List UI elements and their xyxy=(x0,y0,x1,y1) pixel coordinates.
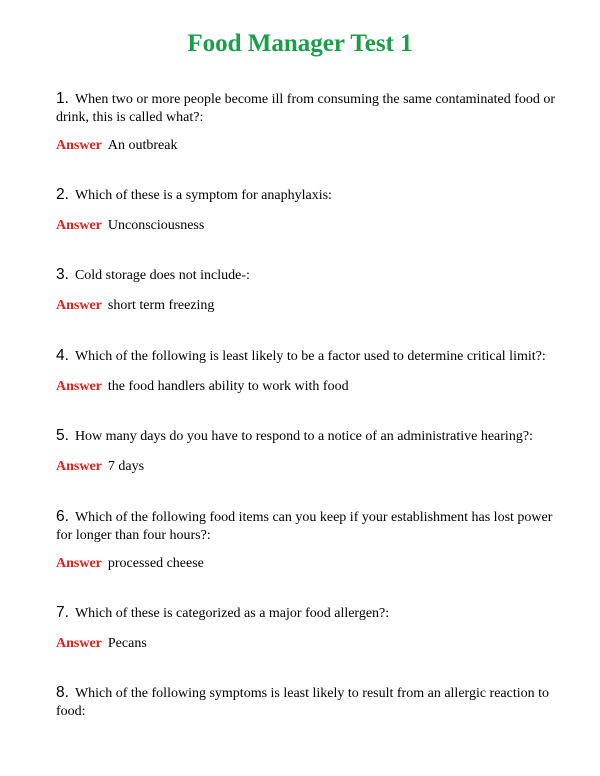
question-number: 2. xyxy=(56,186,69,203)
answer-text: Pecans xyxy=(107,636,147,651)
answer-text: Unconsciousness xyxy=(107,218,205,233)
question-text xyxy=(56,186,556,205)
question-item xyxy=(56,427,556,474)
answer-label: Answer xyxy=(56,138,102,153)
question-item xyxy=(56,90,556,153)
answer-text: the food handlers ability to work with food xyxy=(107,379,349,394)
question-item xyxy=(56,186,556,233)
question-body: Which of these is a symptom for anaphylaxis: xyxy=(74,188,332,203)
question-text xyxy=(56,604,556,623)
question-text xyxy=(56,427,556,446)
question-text xyxy=(56,508,556,545)
question-text xyxy=(56,684,556,721)
answer-label: Answer xyxy=(56,298,102,313)
answer-text: An outbreak xyxy=(107,138,178,153)
question-text xyxy=(56,90,556,127)
question-item xyxy=(56,508,556,571)
question-number: 5. xyxy=(56,427,69,444)
question-body: Which of the following food items can you keep if your establishment has lost power for longer than four hours?: xyxy=(56,510,553,543)
answer-line xyxy=(56,137,177,155)
answer-line xyxy=(56,555,204,573)
answer-text: 7 days xyxy=(107,459,145,474)
question-number: 8. xyxy=(56,684,69,701)
question-number: 6. xyxy=(56,508,69,525)
answer-label: Answer xyxy=(56,636,102,651)
question-body: How many days do you have to respond to a notice of an administrative hearing?: xyxy=(74,429,533,444)
question-number: 3. xyxy=(56,266,69,283)
question-item xyxy=(56,604,556,651)
answer-line xyxy=(56,297,214,315)
question-number: 1. xyxy=(56,90,69,107)
question-text xyxy=(56,266,556,285)
answer-line xyxy=(56,217,204,235)
question-body: Which of these is categorized as a major food allergen?: xyxy=(74,606,390,621)
question-item xyxy=(56,347,556,394)
question-body: When two or more people become ill from consuming the same contaminated food or drink, this is called what?: xyxy=(56,92,556,125)
question-number: 7. xyxy=(56,604,69,621)
answer-text: short term freezing xyxy=(107,298,215,313)
answer-label: Answer xyxy=(56,556,102,571)
answer-line xyxy=(56,378,349,396)
answer-text: processed cheese xyxy=(107,556,204,571)
question-number: 4. xyxy=(56,347,69,364)
answer-label: Answer xyxy=(56,218,102,233)
question-body: Which of the following is least likely to be a factor used to determine critical limit?: xyxy=(74,349,546,364)
answer-label: Answer xyxy=(56,379,102,394)
answer-label: Answer xyxy=(56,459,102,474)
page-title: Food Manager Test 1 xyxy=(187,30,413,57)
question-item xyxy=(56,684,556,721)
answer-line xyxy=(56,635,147,653)
question-body: Which of the following symptoms is least likely to result from an allergic reaction to food: xyxy=(56,686,550,719)
question-text xyxy=(56,347,556,366)
question-body: Cold storage does not include-: xyxy=(74,268,250,283)
question-item xyxy=(56,266,556,313)
answer-line xyxy=(56,458,144,476)
